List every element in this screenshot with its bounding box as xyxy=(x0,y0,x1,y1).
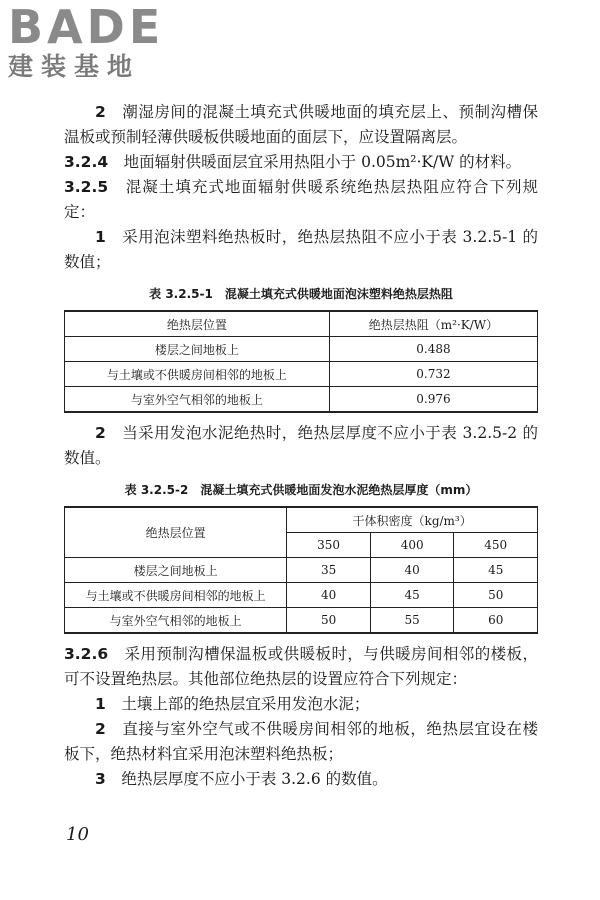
table-row xyxy=(65,608,538,634)
table-caption: 表 3.2.5-1 混凝土填充式供暖地面泡沫塑料绝热层热阻 xyxy=(149,287,453,301)
table-cell: 40 xyxy=(287,583,371,608)
table-header-cell: 绝热层位置 xyxy=(65,507,287,558)
table-cell: 楼层之间地板上 xyxy=(65,337,330,362)
paragraph: 1 土壤上部的绝热层宜采用发泡水泥； xyxy=(95,695,370,713)
table-cell: 50 xyxy=(287,608,371,634)
table-header-cell: 干体积密度（kg/m³） xyxy=(287,507,538,533)
table-row xyxy=(65,362,538,387)
logo-subtitle: 建装基地 xyxy=(8,52,141,81)
table-row xyxy=(65,583,538,608)
table-foam-cement-thickness xyxy=(64,506,538,634)
table-cell: 45 xyxy=(370,583,454,608)
table-insulation-resistance xyxy=(64,310,538,413)
logo xyxy=(8,2,178,88)
table-cell: 0.488 xyxy=(329,337,537,362)
table-row xyxy=(65,387,538,413)
table-caption: 表 3.2.5-2 混凝土填充式供暖地面发泡水泥绝热层厚度（mm） xyxy=(124,483,478,497)
table-cell: 50 xyxy=(454,583,538,608)
paragraph: 3.2.4 地面辐射供暖面层宜采用热阻小于 0.05m²·K/W 的材料。 xyxy=(64,153,522,171)
document-body xyxy=(64,100,538,792)
table-cell: 与土壤或不供暖房间相邻的地板上 xyxy=(65,362,330,387)
table-header-row xyxy=(65,311,538,337)
table-cell: 35 xyxy=(287,558,371,583)
table-header-cell: 绝热层位置 xyxy=(65,311,330,337)
logo-brand: BADE xyxy=(8,0,165,54)
table-cell: 0.976 xyxy=(329,387,537,413)
table-cell: 40 xyxy=(370,558,454,583)
table-cell: 0.732 xyxy=(329,362,537,387)
table-cell: 60 xyxy=(454,608,538,634)
paragraph: 1 采用泡沫塑料绝热板时，绝热层热阻不应小于表 3.2.5-1 的数值； xyxy=(64,228,538,271)
paragraph: 3.2.5 混凝土填充式地面辐射供暖系统绝热层热阻应符合下列规定： xyxy=(64,178,538,221)
table-cell: 与土壤或不供暖房间相邻的地板上 xyxy=(65,583,287,608)
page-number: 10 xyxy=(66,824,89,845)
table-header-cell: 绝热层热阻（m²·K/W） xyxy=(329,311,537,337)
table-cell: 与室外空气相邻的地板上 xyxy=(65,608,287,634)
table-row xyxy=(65,337,538,362)
paragraph: 2 直接与室外空气或不供暖房间相邻的地板，绝热层宜设在楼板下，绝热材料宜采用泡沫塑料绝热板； xyxy=(64,720,538,763)
table-cell: 与室外空气相邻的地板上 xyxy=(65,387,330,413)
table-header-row xyxy=(65,507,538,533)
table-cell: 楼层之间地板上 xyxy=(65,558,287,583)
paragraph: 2 潮湿房间的混凝土填充式供暖地面的填充层上、预制沟槽保温板或预制轻薄供暖板供暖地面的面层下，应设置隔离层。 xyxy=(64,103,538,146)
table-header-cell: 400 xyxy=(370,533,454,558)
paragraph: 3.2.6 采用预制沟槽保温板或供暖板时，与供暖房间相邻的楼板，可不设置绝热层。其他部位绝热层的设置应符合下列规定： xyxy=(64,645,538,688)
table-header-cell: 450 xyxy=(454,533,538,558)
paragraph: 2 当采用发泡水泥绝热时，绝热层厚度不应小于表 3.2.5-2 的数值。 xyxy=(64,424,538,467)
table-row xyxy=(65,558,538,583)
table-cell: 45 xyxy=(454,558,538,583)
paragraph: 3 绝热层厚度不应小于表 3.2.6 的数值。 xyxy=(95,770,388,788)
table-header-cell: 350 xyxy=(287,533,371,558)
table-cell: 55 xyxy=(370,608,454,634)
